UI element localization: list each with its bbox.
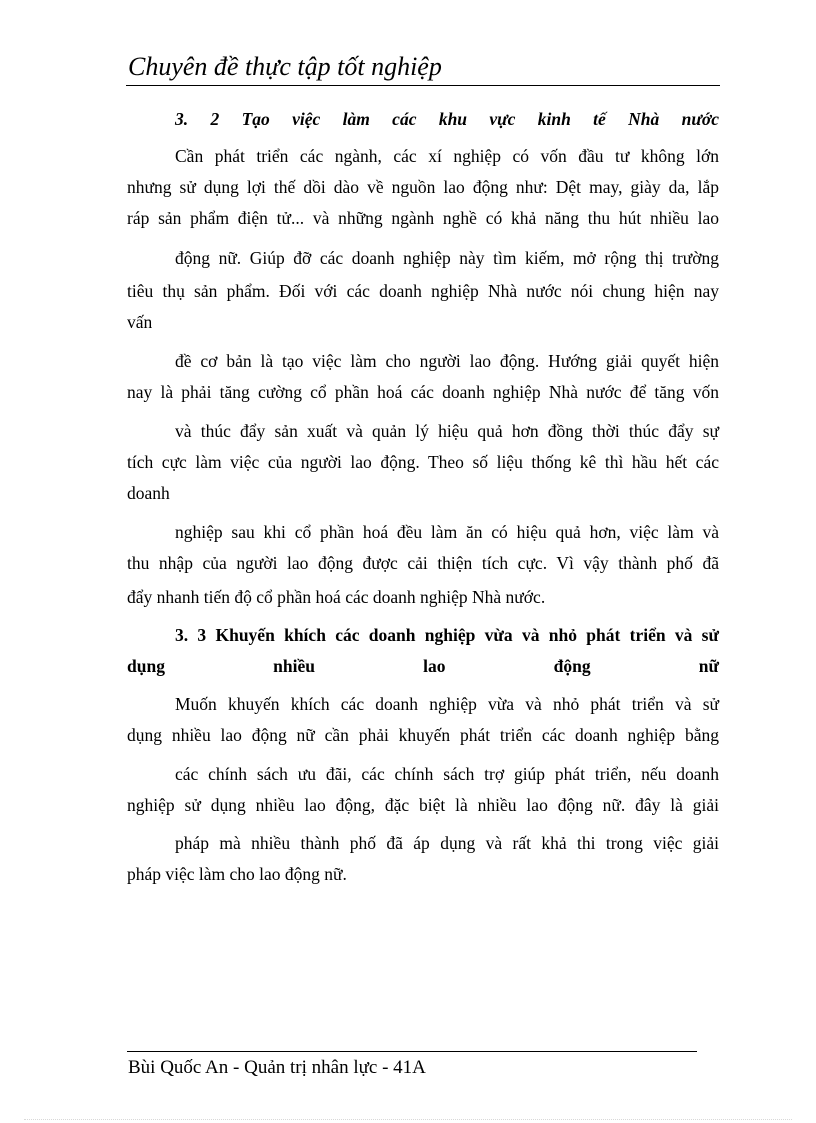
section-heading-line: 3. 3 Khuyến khích các doanh nghiệp vừa và nhỏ phát triển và sử [175,625,719,645]
paragraph-line: các chính sách ưu đãi, các chính sách trợ giúp phát triển, nếu doanh [175,764,719,784]
paragraph-line: pháp mà nhiều thành phố đã áp dụng và rất khả thi trong việc giải [175,833,719,853]
paragraph-line: Muốn khuyến khích các doanh nghiệp vừa và nhỏ phát triển và sử [175,694,719,714]
page-header-title: Chuyên đề thực tập tốt nghiệp [128,52,442,81]
page-bottom-border [24,1119,792,1120]
section-heading-line: dụng nhiều lao động nữ [127,656,719,676]
paragraph-line: Cần phát triển các ngành, các xí nghiệp có vốn đầu tư không lớn [175,146,719,166]
paragraph-line: tiêu thụ sản phẩm. Đối với các doanh nghiệp Nhà nước nói chung hiện nay [127,281,719,301]
section-heading-line: 3. 2 Tạo việc làm các khu vực kinh tế Nhà nước [175,109,719,129]
paragraph-line: doanh [127,483,170,503]
paragraph-line: nhưng sử dụng lợi thế dồi dào về nguồn lao động như: Dệt may, giày da, lắp [127,177,719,197]
footer-divider [127,1051,697,1052]
page-footer-text: Bùi Quốc An - Quản trị nhân lực - 41A [128,1057,426,1078]
paragraph-line: đề cơ bản là tạo việc làm cho người lao động. Hướng giải quyết hiện [175,351,719,371]
paragraph-line: tích cực làm việc của người lao động. Theo số liệu thống kê thì hầu hết các [127,452,719,472]
header-divider [126,85,720,86]
paragraph-line: và thúc đẩy sản xuất và quản lý hiệu quả hơn đồng thời thúc đẩy sự [175,421,719,441]
paragraph-line: pháp việc làm cho lao động nữ. [127,864,347,884]
paragraph-line: đẩy nhanh tiến độ cổ phần hoá các doanh nghiệp Nhà nước. [127,587,546,607]
paragraph-line: thu nhập của người lao động được cải thiện tích cực. Vì vậy thành phố đã [127,553,719,573]
paragraph-line: nay là phải tăng cường cổ phần hoá các doanh nghiệp Nhà nước để tăng vốn [127,382,719,402]
paragraph-line: dụng nhiều lao động nữ cần phải khuyến phát triển các doanh nghiệp bằng [127,725,719,745]
paragraph-line: nghiệp sau khi cổ phần hoá đều làm ăn có hiệu quả hơn, việc làm và [175,522,719,542]
paragraph-line: vấn [127,312,153,332]
paragraph-line: động nữ. Giúp đỡ các doanh nghiệp này tìm kiếm, mở rộng thị trường [175,248,719,268]
paragraph-line: ráp sản phẩm điện tử... và những ngành nghề có khả năng thu hút nhiều lao [127,208,719,228]
paragraph-line: nghiệp sử dụng nhiều lao động, đặc biệt là nhiều lao động nữ. đây là giải [127,795,719,815]
